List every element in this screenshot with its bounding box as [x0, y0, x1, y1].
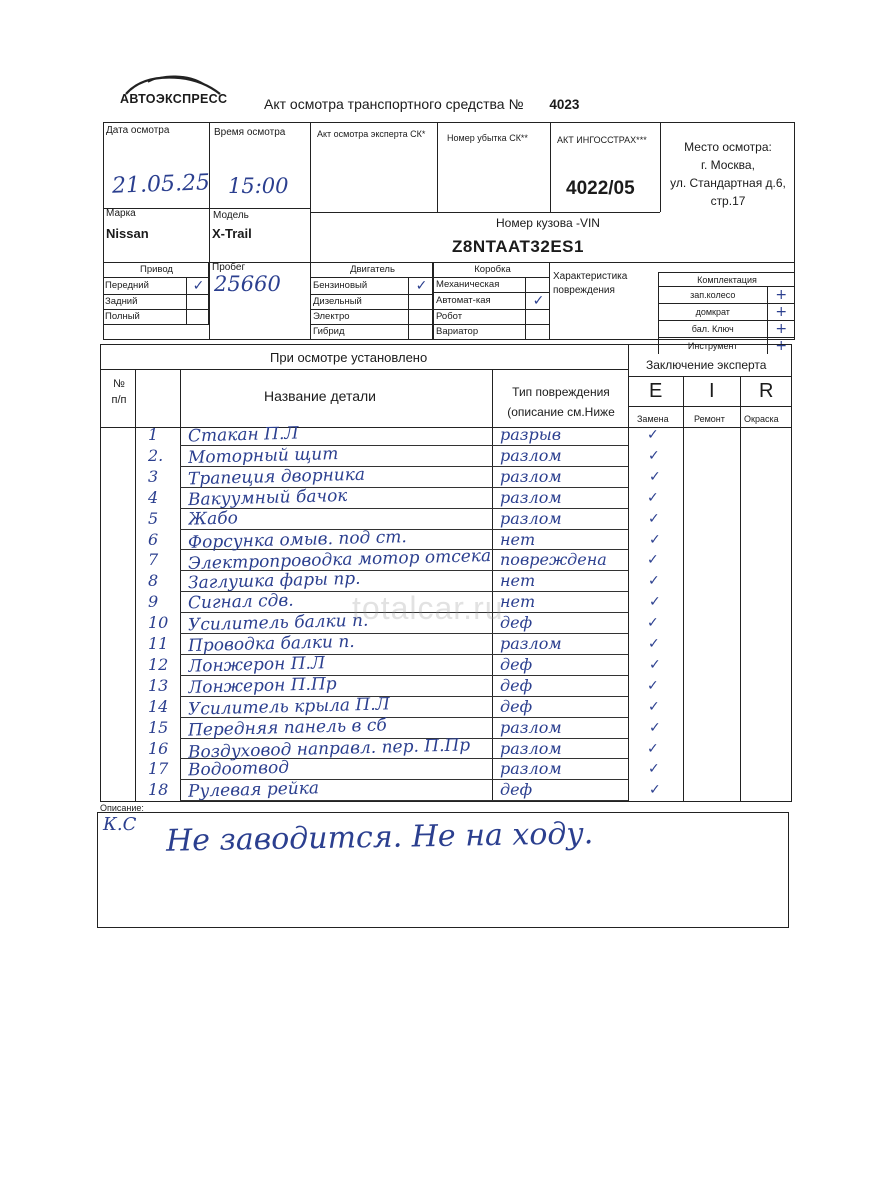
row-replace-check: ✓	[647, 427, 659, 443]
gearbox-block	[433, 262, 550, 340]
col-damage-line2: (описание см.Ниже	[507, 405, 615, 419]
row-number: 15	[148, 717, 169, 737]
vin-label: Номер кузова -VIN	[496, 216, 600, 230]
col-part-header: Название детали	[264, 388, 376, 404]
row-replace-check: ✓	[649, 719, 661, 736]
kit-title: Комплектация	[659, 273, 796, 287]
row-replace-check: ✓	[648, 447, 660, 464]
row-number: 13	[148, 675, 169, 695]
engine-item-diesel: Дизельный	[311, 294, 409, 309]
col-num-line1: №	[113, 378, 125, 390]
gearbox-item-robot: Робот	[434, 309, 526, 324]
kit-tool-mark: +	[775, 338, 788, 354]
col-num-header	[104, 376, 134, 408]
time-value: 15:00	[228, 174, 289, 198]
model-value: X-Trail	[212, 226, 252, 241]
row-number: 1	[148, 425, 159, 444]
kit-item-wrench: бал. Ключ	[659, 321, 768, 338]
row-replace-check: ✓	[649, 468, 661, 485]
row-part-name: Жабо	[187, 507, 239, 530]
row-damage-type: нет	[500, 529, 536, 549]
ingos-value: 4022/05	[566, 178, 635, 199]
col-e-sub: Замена	[637, 414, 669, 424]
row-number: 9	[148, 592, 159, 612]
row-part-name: Воздуховод направл. пер. П.Пр	[187, 734, 471, 763]
place-label: Место осмотра:	[684, 140, 772, 154]
row-number: 5	[148, 508, 159, 528]
row-part-name: Вакуумный бачок	[187, 485, 348, 510]
row-replace-check: ✓	[649, 594, 661, 611]
row-replace-check: ✓	[649, 782, 661, 799]
gearbox-item-manual: Механическая	[434, 277, 526, 292]
col-r-header: R	[759, 380, 774, 402]
engine-item-petrol: Бензиновый	[311, 277, 409, 294]
gearbox-auto-check: ✓	[532, 292, 545, 309]
row-damage-type: деф	[500, 696, 533, 716]
row-damage-type: разлом	[500, 445, 562, 465]
row-damage-type: разлом	[500, 466, 562, 486]
row-part-name: Передняя панель в сб	[187, 714, 387, 741]
damage-char-line2: повреждения	[553, 285, 615, 296]
logo-text: АВТОЭКСПРЕСС	[120, 92, 228, 106]
row-part-name: Усилитель крыла П.Л	[187, 694, 391, 720]
brand-value: Nissan	[106, 226, 149, 241]
act-title-text: Акт осмотра транспортного средства №	[264, 96, 524, 112]
watermark: totalcar.ru	[352, 590, 504, 626]
row-replace-check: ✓	[647, 615, 659, 632]
row-replace-check: ✓	[647, 489, 659, 506]
row-part-name: Форсунка омыв. под ст.	[187, 526, 408, 553]
place-block	[662, 138, 794, 210]
row-number: 14	[148, 696, 169, 716]
date-label: Дата осмотра	[106, 125, 170, 136]
row-damage-type: разлом	[500, 634, 562, 653]
drive-front-check: ✓	[192, 277, 205, 294]
drive-block	[103, 262, 209, 325]
col-r-sub: Окраска	[744, 414, 779, 424]
col-i-header: I	[709, 380, 715, 402]
row-replace-check: ✓	[649, 531, 661, 548]
kit-jack-mark: +	[775, 304, 788, 320]
row-number: 3	[148, 466, 159, 486]
row-underline	[180, 800, 628, 801]
drive-item-rear: Задний	[103, 294, 187, 309]
row-part-name: Сигнал сдв.	[187, 590, 294, 614]
row-replace-check: ✓	[648, 698, 660, 715]
col-i-sub: Ремонт	[694, 414, 725, 424]
row-part-name: Моторный щит	[187, 443, 339, 468]
row-damage-type: разрыв	[500, 425, 562, 444]
gearbox-item-auto: Автомат-кая	[434, 292, 526, 309]
row-number: 10	[148, 613, 169, 633]
row-number: 12	[148, 654, 169, 674]
place-line1: г. Москва,	[701, 158, 755, 172]
col-e-header: E	[649, 380, 663, 402]
row-damage-type: разлом	[500, 717, 562, 737]
row-part-name: Заглушка фары пр.	[187, 569, 361, 594]
row-part-name: Усилитель балки п.	[187, 610, 369, 636]
expert-conclusion-title: Заключение эксперта	[646, 358, 767, 372]
time-label: Время осмотра	[214, 127, 286, 138]
description-prefix: К.С	[103, 814, 137, 835]
mileage-label: Пробег	[212, 262, 246, 273]
loss-number-label: Номер убытка СК**	[447, 133, 528, 143]
row-number: 2.	[148, 445, 164, 465]
row-replace-check: ✓	[648, 761, 660, 778]
row-number: 18	[148, 780, 169, 800]
row-number: 6	[148, 529, 159, 549]
row-damage-type: разлом	[500, 508, 562, 528]
kit-wrench-mark: +	[775, 321, 788, 337]
kit-block	[658, 272, 795, 354]
drive-item-front: Передний	[103, 277, 187, 294]
kit-item-jack: домкрат	[659, 304, 768, 321]
kit-item-spare: зап.колесо	[659, 287, 768, 304]
row-replace-check: ✓	[647, 677, 659, 694]
row-part-name: Электропроводка мотор отсека	[187, 546, 492, 575]
inspection-section-title: При осмотре установлено	[270, 350, 428, 365]
row-damage-type: деф	[500, 654, 533, 674]
row-damage-type: деф	[500, 780, 533, 800]
logo	[118, 72, 228, 112]
damage-char-label	[553, 270, 627, 298]
row-part-name: Лонжерон П.Пр	[187, 673, 337, 698]
row-replace-check: ✓	[647, 552, 659, 569]
row-number: 7	[148, 550, 159, 570]
model-label: Модель	[213, 210, 249, 221]
row-number: 11	[148, 634, 169, 653]
row-replace-check: ✓	[648, 636, 660, 652]
act-title	[264, 96, 579, 112]
engine-item-electric: Электро	[311, 309, 409, 324]
row-damage-type: разлом	[500, 738, 562, 758]
ingos-label: АКТ ИНГОССТРАХ***	[557, 135, 647, 145]
row-part-name: Лонжерон П.Л	[187, 653, 326, 677]
row-replace-check: ✓	[648, 573, 660, 590]
row-number: 17	[148, 759, 169, 779]
row-part-name: Рулевая рейка	[187, 778, 320, 803]
engine-petrol-check: ✓	[415, 277, 428, 294]
engine-title: Двигатель	[311, 262, 433, 277]
description-text: Не заводится. Не на ходу.	[165, 816, 594, 859]
row-part-name: Проводка балки п.	[187, 631, 355, 657]
damage-char-line1: Характеристика	[553, 271, 628, 282]
description-label: Описание:	[100, 803, 144, 813]
row-damage-type: разлом	[500, 487, 562, 507]
drive-item-all: Полный	[103, 309, 187, 324]
row-part-name: Стакан П.Л	[187, 423, 299, 447]
row-damage-type: нет	[500, 592, 536, 612]
col-damage-line1: Тип повреждения	[512, 385, 610, 399]
row-replace-check: ✓	[647, 740, 659, 757]
row-number: 16	[148, 738, 169, 758]
row-replace-check: ✓	[649, 656, 661, 673]
row-damage-type: повреждена	[500, 550, 607, 570]
row-damage-type: нет	[500, 571, 536, 591]
row-number: 8	[148, 571, 159, 591]
engine-item-hybrid: Гибрид	[311, 324, 409, 339]
kit-spare-mark: +	[775, 287, 788, 303]
kit-item-tool: Инструмент	[659, 338, 768, 355]
expert-act-label: Акт осмотра эксперта СК*	[317, 129, 426, 139]
brand-label: Марка	[106, 208, 136, 219]
act-number: 4023	[549, 97, 580, 112]
row-damage-type: деф	[500, 675, 533, 695]
col-damage-header	[496, 382, 626, 422]
row-damage-type: разлом	[500, 759, 562, 779]
engine-block	[310, 262, 433, 340]
row-damage-type: деф	[500, 613, 533, 633]
gearbox-title: Коробка	[434, 262, 550, 277]
drive-title: Привод	[103, 262, 209, 277]
gearbox-item-cvt: Вариатор	[434, 324, 526, 339]
mileage-value: 25660	[214, 272, 281, 296]
date-value: 21.05.25	[111, 170, 211, 199]
row-part-name: Трапеция дворника	[187, 464, 366, 490]
row-number: 4	[148, 487, 159, 507]
place-line2: ул. Стандартная д.6,	[670, 176, 786, 190]
row-part-name: Водоотвод	[187, 758, 290, 781]
row-replace-check: ✓	[648, 510, 660, 527]
vin-value: Z8NTAAT32ES1	[452, 237, 584, 256]
place-line3: стр.17	[710, 194, 746, 208]
col-num-line2: п/п	[111, 394, 127, 406]
